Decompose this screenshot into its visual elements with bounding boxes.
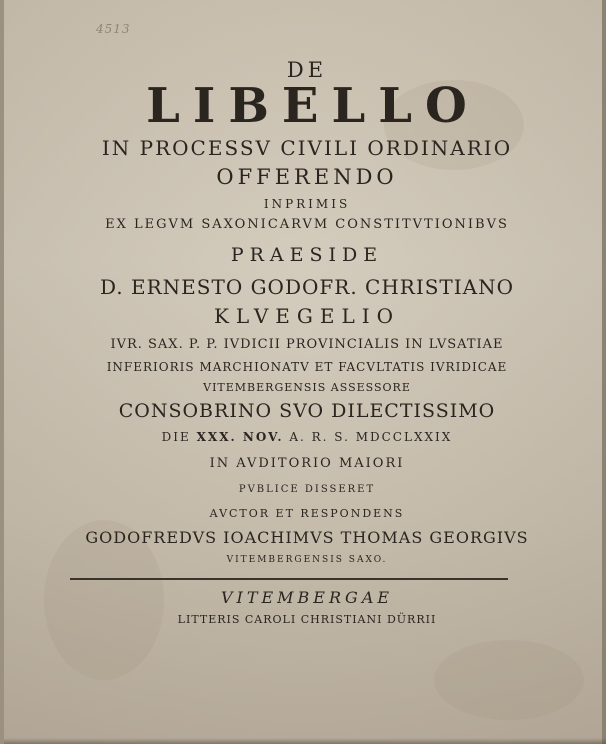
date-year: A. R. S. MDCCLXXIX bbox=[289, 430, 453, 444]
imprint-place: VITEMBERGAE bbox=[220, 588, 394, 607]
president-title-line-2: INFERIORIS MARCHIONATV ET FACVLTATIS IVRIDICAE bbox=[106, 360, 508, 374]
date-prefix: DIE bbox=[161, 430, 191, 444]
dedication-line: CONSOBRINO SVO DILECTISSIMO bbox=[118, 400, 496, 422]
page-shadow bbox=[4, 738, 606, 744]
divider-rule bbox=[70, 578, 508, 580]
praeside-heading: PRAESIDE bbox=[230, 244, 384, 266]
date-day-month: XXX. NOV. bbox=[196, 430, 284, 444]
publice-line: PVBLICE DISSERET bbox=[238, 484, 376, 495]
auctor-line: AVCTOR ET RESPONDENS bbox=[209, 507, 405, 520]
venue-line: IN AVDITORIO MAIORI bbox=[209, 456, 405, 471]
president-title-line-3: VITEMBERGENSIS ASSESSORE bbox=[203, 381, 411, 394]
paper-stain bbox=[434, 640, 584, 720]
president-title-line-1: IVR. SAX. P. P. IVDICII PROVINCIALIS IN LVSATIAE bbox=[110, 337, 504, 352]
president-name: D. ERNESTO GODOFR. CHRISTIANO bbox=[99, 275, 515, 299]
imprint-printer: LITTERIS CAROLI CHRISTIANI DÜRRII bbox=[177, 613, 437, 626]
disputation-date bbox=[4, 431, 606, 443]
subtitle-line-2: OFFERENDO bbox=[216, 165, 398, 189]
subtitle-line-3: INPRIMIS bbox=[263, 197, 351, 211]
author-origin: VITEMBERGENSIS SAXO. bbox=[226, 555, 388, 565]
subtitle-line-1: IN PROCESSV CIVILI ORDINARIO bbox=[101, 136, 513, 160]
handwritten-shelf-mark: 4513 bbox=[96, 22, 131, 36]
main-title: LIBELLO bbox=[146, 78, 480, 134]
subtitle-line-4: EX LEGVM SAXONICARVM CONSTITVTIONIBVS bbox=[105, 217, 509, 232]
president-surname: KLVEGELIO bbox=[213, 304, 401, 328]
author-name: GODOFREDVS IOACHIMVS THOMAS GEORGIVS bbox=[85, 528, 529, 547]
title-preposition: DE bbox=[286, 58, 328, 82]
page-edge bbox=[602, 0, 606, 744]
